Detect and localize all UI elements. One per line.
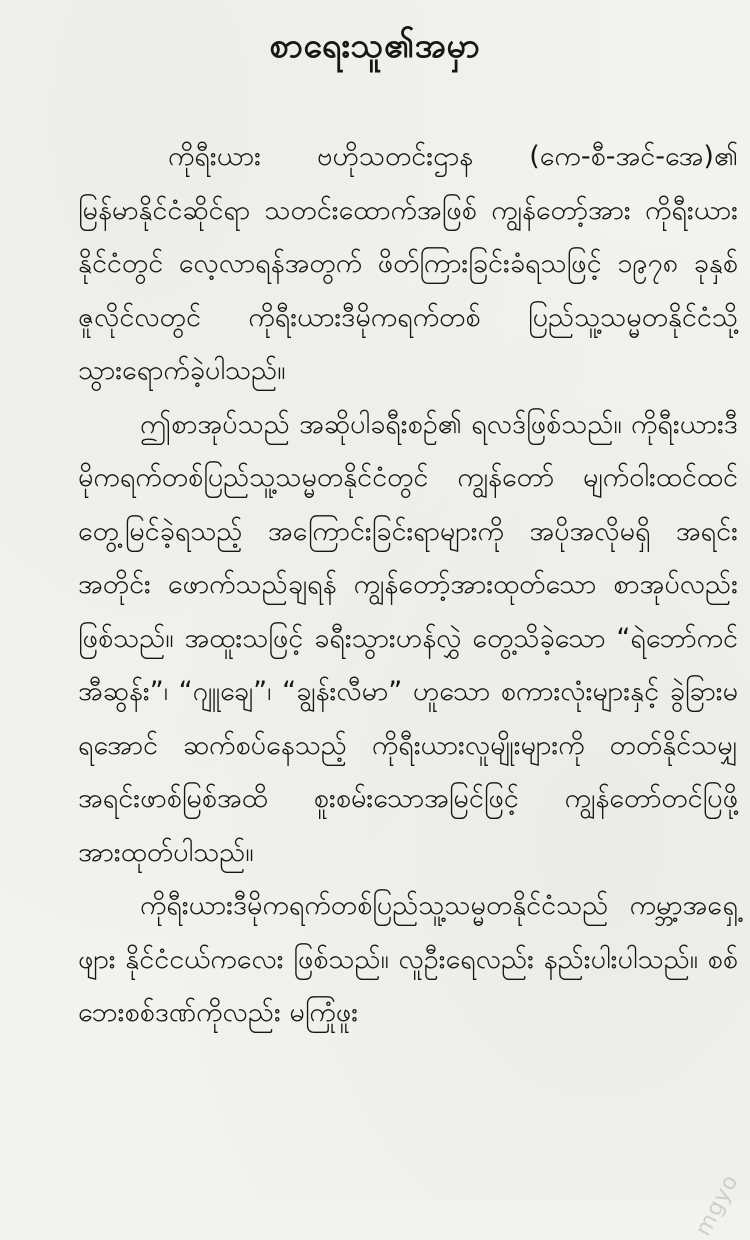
paragraph-1: ကိုရီးယား ဗဟိုသတင်းဌာန (ကေ-စီ-အင်-အေ)၏ မြန်မာနိုင်ငံဆိုင်ရာ သတင်းထောက်အဖြစ် ကျွန်တော့်အား ကိုရီးယားနိုင်ငံတွင် လေ့လာရန်အတွက် ဖိတ်ကြားခြင်းခံရသဖြင့် ၁၉၇၈ ခုနှစ် ဇူလိုင်လတွင် ကိုရီးယားဒီမိုကရက်တစ် ပြည်သူ့သမ္မတနိုင်ငံသို့ သွားရောက်ခဲ့ပါသည်။ xyxy=(78,141,738,386)
body-text xyxy=(78,130,738,1040)
watermark: mgyo xyxy=(690,1170,744,1240)
paragraph-2: ဤစာအုပ်သည် အဆိုပါခရီးစဉ်၏ ရလဒ်ဖြစ်သည်။ ကိုရီးယားဒီမိုကရက်တစ်ပြည်သူ့သမ္မတနိုင်ငံတွင် ကျွန်တော် မျက်ဝါးထင်ထင် တွေ့မြင်ခဲ့ရသည့် အကြောင်းခြင်းရာများကို အပိုအလိုမရှိ အရင်းအတိုင်း ဖောက်သည်ချရန် ကျွန်တော့်အားထုတ်သော စာအုပ်လည်းဖြစ်သည်။ အထူးသဖြင့် ခရီးသွားဟန်လွှဲ တွေ့သိခဲ့သော “ရဲဘော်ကင်အီဆွန်း”၊ “ဂျူချေ”၊ “ချွန်းလီမာ” ဟူသော စကားလုံးများနှင့် ခွဲခြားမရအောင် ဆက်စပ်နေသည့် ကိုရီးယားလူမျိုးများကို တတ်နိုင်သမျှ အရင်းဖာစ်မြစ်အထိ စူးစမ်းသောအမြင်ဖြင့် ကျွန်တော်တင်ပြဖို့အားထုတ်ပါသည်။ xyxy=(78,408,738,868)
paragraph-3: ကိုရီးယားဒီမိုကရက်တစ်ပြည်သူ့သမ္မတနိုင်ငံသည် ကမ္ဘာ့အရှေ့ဖျား နိုင်ငံငယ်ကလေး ဖြစ်သည်။ လူဦးရေလည်း နည်းပါးပါသည်။ စစ်ဘေးစစ်ဒဏ်ကိုလည်း မကြုံဖူး xyxy=(78,890,738,1028)
page-title: စာရေးသူ၏အမှာ xyxy=(269,26,481,66)
